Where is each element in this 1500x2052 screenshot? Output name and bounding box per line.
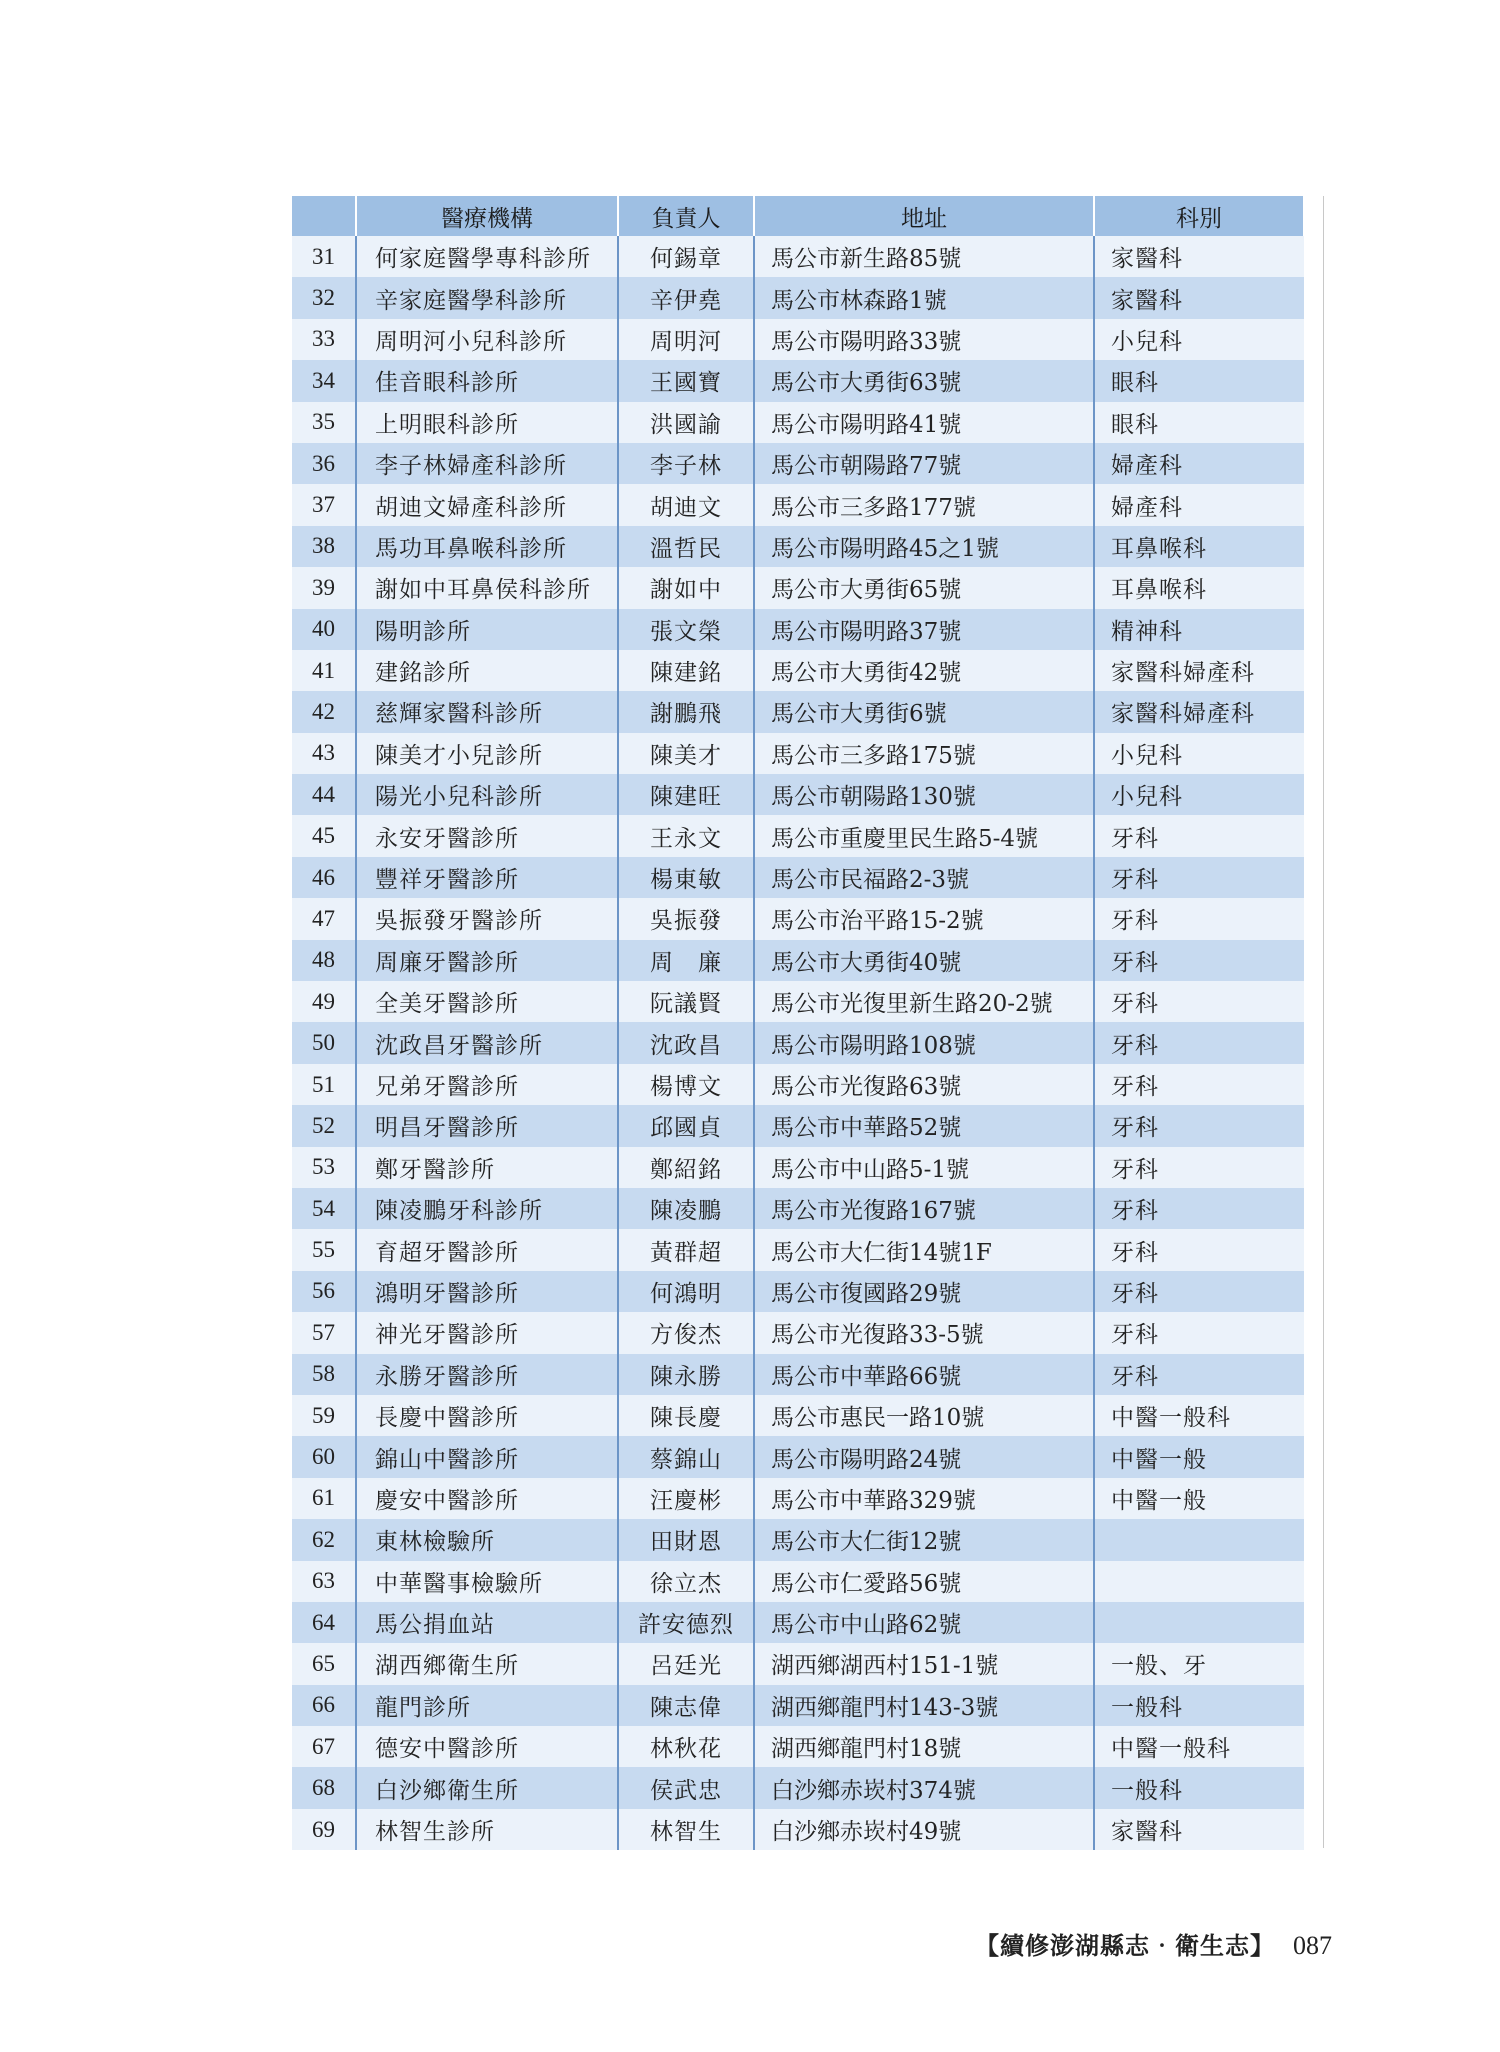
- row-number: 69: [292, 1809, 356, 1850]
- institution-name: 明昌牙醫診所: [356, 1105, 618, 1146]
- row-number: 45: [292, 815, 356, 856]
- institution-name: 育超牙醫診所: [356, 1229, 618, 1270]
- table-row: [292, 1229, 1304, 1270]
- person-in-charge: 張文榮: [618, 609, 754, 650]
- person-in-charge: 謝鵬飛: [618, 691, 754, 732]
- department: 一般科: [1094, 1685, 1304, 1726]
- person-in-charge: 陳志偉: [618, 1685, 754, 1726]
- table-row: [292, 1354, 1304, 1395]
- person-in-charge: 阮議賢: [618, 981, 754, 1022]
- row-number: 51: [292, 1064, 356, 1105]
- table-row: [292, 857, 1304, 898]
- institution-name: 德安中醫診所: [356, 1726, 618, 1767]
- address: 馬公市中華路66號: [754, 1354, 1094, 1395]
- department: 牙科: [1094, 1064, 1304, 1105]
- address: 湖西鄉龍門村18號: [754, 1726, 1094, 1767]
- person-in-charge: 呂廷光: [618, 1643, 754, 1684]
- table-row: [292, 1809, 1304, 1850]
- department: 牙科: [1094, 898, 1304, 939]
- institution-name: 長慶中醫診所: [356, 1395, 618, 1436]
- address: 馬公市林森路1號: [754, 277, 1094, 318]
- row-number: 61: [292, 1478, 356, 1519]
- table-row: [292, 1685, 1304, 1726]
- person-in-charge: 陳凌鵬: [618, 1188, 754, 1229]
- person-in-charge: 洪國諭: [618, 402, 754, 443]
- medical-institutions-table: [292, 196, 1305, 1850]
- person-in-charge: 陳建銘: [618, 650, 754, 691]
- table-row: [292, 1271, 1304, 1312]
- row-number: 63: [292, 1561, 356, 1602]
- person-in-charge: 周明河: [618, 319, 754, 360]
- table-row: [292, 319, 1304, 360]
- person-in-charge: 方俊杰: [618, 1312, 754, 1353]
- address: 馬公市大勇街6號: [754, 691, 1094, 732]
- person-in-charge: 陳建旺: [618, 774, 754, 815]
- department: 一般科: [1094, 1767, 1304, 1808]
- address: 湖西鄉龍門村143-3號: [754, 1685, 1094, 1726]
- department: 牙科: [1094, 1188, 1304, 1229]
- row-number: 67: [292, 1726, 356, 1767]
- row-number: 43: [292, 733, 356, 774]
- row-number: 55: [292, 1229, 356, 1270]
- department: 家醫科: [1094, 277, 1304, 318]
- header-department: 科別: [1094, 196, 1304, 236]
- institution-name: 鄭牙醫診所: [356, 1147, 618, 1188]
- table-header-row: [292, 196, 1304, 236]
- person-in-charge: 徐立杰: [618, 1561, 754, 1602]
- institution-name: 豐祥牙醫診所: [356, 857, 618, 898]
- department: 家醫科婦產科: [1094, 650, 1304, 691]
- institution-name: 永勝牙醫診所: [356, 1354, 618, 1395]
- institution-name: 慶安中醫診所: [356, 1478, 618, 1519]
- address: 馬公市陽明路45之1號: [754, 526, 1094, 567]
- address: 馬公市大勇街40號: [754, 940, 1094, 981]
- address: 白沙鄉赤崁村374號: [754, 1767, 1094, 1808]
- row-number: 46: [292, 857, 356, 898]
- book-title: 【續修澎湖縣志‧衛生志】: [975, 1931, 1275, 1960]
- table-row: [292, 898, 1304, 939]
- row-number: 49: [292, 981, 356, 1022]
- department: 婦產科: [1094, 443, 1304, 484]
- table-row: [292, 1188, 1304, 1229]
- institution-name: 慈輝家醫科診所: [356, 691, 618, 732]
- row-number: 47: [292, 898, 356, 939]
- department: [1094, 1519, 1304, 1560]
- person-in-charge: 蔡錦山: [618, 1436, 754, 1477]
- department: 牙科: [1094, 1312, 1304, 1353]
- person-in-charge: 許安德烈: [618, 1602, 754, 1643]
- person-in-charge: 陳美才: [618, 733, 754, 774]
- department: 牙科: [1094, 857, 1304, 898]
- table-row: [292, 1726, 1304, 1767]
- page-number: 087: [1293, 1931, 1332, 1960]
- address: 馬公市仁愛路56號: [754, 1561, 1094, 1602]
- row-number: 50: [292, 1022, 356, 1063]
- row-number: 33: [292, 319, 356, 360]
- address: 馬公市重慶里民生路5-4號: [754, 815, 1094, 856]
- row-number: 41: [292, 650, 356, 691]
- row-number: 32: [292, 277, 356, 318]
- table-row: [292, 1436, 1304, 1477]
- institution-name: 林智生診所: [356, 1809, 618, 1850]
- address: 馬公市中華路329號: [754, 1478, 1094, 1519]
- row-number: 65: [292, 1643, 356, 1684]
- header-number: [292, 196, 356, 236]
- institution-name: 鴻明牙醫診所: [356, 1271, 618, 1312]
- person-in-charge: 楊東敏: [618, 857, 754, 898]
- person-in-charge: 胡迪文: [618, 484, 754, 525]
- page-footer: [975, 1926, 1332, 1961]
- department: 牙科: [1094, 981, 1304, 1022]
- address: 馬公市光復里新生路20-2號: [754, 981, 1094, 1022]
- department: 小兒科: [1094, 733, 1304, 774]
- department: 眼科: [1094, 360, 1304, 401]
- row-number: 58: [292, 1354, 356, 1395]
- institution-name: 陽光小兒科診所: [356, 774, 618, 815]
- department: [1094, 1561, 1304, 1602]
- institution-name: 辛家庭醫學科診所: [356, 277, 618, 318]
- institution-name: 全美牙醫診所: [356, 981, 618, 1022]
- address: 馬公市中華路52號: [754, 1105, 1094, 1146]
- row-number: 34: [292, 360, 356, 401]
- row-number: 53: [292, 1147, 356, 1188]
- address: 馬公市民福路2-3號: [754, 857, 1094, 898]
- address: 馬公市三多路175號: [754, 733, 1094, 774]
- institution-name: 龍門診所: [356, 1685, 618, 1726]
- row-number: 44: [292, 774, 356, 815]
- department: 小兒科: [1094, 774, 1304, 815]
- person-in-charge: 汪慶彬: [618, 1478, 754, 1519]
- table-row: [292, 1022, 1304, 1063]
- institution-name: 陽明診所: [356, 609, 618, 650]
- row-number: 59: [292, 1395, 356, 1436]
- row-number: 39: [292, 567, 356, 608]
- institution-name: 何家庭醫學專科診所: [356, 236, 618, 277]
- table-row: [292, 733, 1304, 774]
- address: 馬公市陽明路33號: [754, 319, 1094, 360]
- row-number: 68: [292, 1767, 356, 1808]
- row-number: 52: [292, 1105, 356, 1146]
- department: [1094, 1602, 1304, 1643]
- institution-name: 白沙鄉衛生所: [356, 1767, 618, 1808]
- address: 馬公市大勇街42號: [754, 650, 1094, 691]
- address: 馬公市光復路167號: [754, 1188, 1094, 1229]
- row-number: 38: [292, 526, 356, 567]
- address: 馬公市中山路62號: [754, 1602, 1094, 1643]
- address: 馬公市朝陽路130號: [754, 774, 1094, 815]
- institution-name: 上明眼科診所: [356, 402, 618, 443]
- table-row: [292, 1312, 1304, 1353]
- table-row: [292, 1395, 1304, 1436]
- institution-name: 陳凌鵬牙科診所: [356, 1188, 618, 1229]
- person-in-charge: 鄭紹銘: [618, 1147, 754, 1188]
- row-number: 42: [292, 691, 356, 732]
- table-row: [292, 526, 1304, 567]
- department: 牙科: [1094, 940, 1304, 981]
- person-in-charge: 李子林: [618, 443, 754, 484]
- department: 家醫科: [1094, 1809, 1304, 1850]
- institution-name: 沈政昌牙醫診所: [356, 1022, 618, 1063]
- institution-name: 周明河小兒科診所: [356, 319, 618, 360]
- institution-name: 中華醫事檢驗所: [356, 1561, 618, 1602]
- table-row: [292, 815, 1304, 856]
- table-row: [292, 650, 1304, 691]
- department: 牙科: [1094, 815, 1304, 856]
- address: 馬公市陽明路24號: [754, 1436, 1094, 1477]
- table-row: [292, 360, 1304, 401]
- header-institution: 醫療機構: [356, 196, 618, 236]
- table-body: [292, 236, 1304, 1850]
- department: 小兒科: [1094, 319, 1304, 360]
- table-row: [292, 567, 1304, 608]
- address: 馬公市陽明路37號: [754, 609, 1094, 650]
- row-number: 40: [292, 609, 356, 650]
- department: 眼科: [1094, 402, 1304, 443]
- person-in-charge: 何錫章: [618, 236, 754, 277]
- person-in-charge: 辛伊堯: [618, 277, 754, 318]
- person-in-charge: 林智生: [618, 1809, 754, 1850]
- address: 湖西鄉湖西村151-1號: [754, 1643, 1094, 1684]
- table-row: [292, 1643, 1304, 1684]
- person-in-charge: 楊博文: [618, 1064, 754, 1105]
- address: 馬公市中山路5-1號: [754, 1147, 1094, 1188]
- table-row: [292, 443, 1304, 484]
- address: 馬公市朝陽路77號: [754, 443, 1094, 484]
- row-number: 62: [292, 1519, 356, 1560]
- address: 馬公市大勇街63號: [754, 360, 1094, 401]
- person-in-charge: 吳振發: [618, 898, 754, 939]
- institution-name: 東林檢驗所: [356, 1519, 618, 1560]
- table-row: [292, 277, 1304, 318]
- table-row: [292, 1064, 1304, 1105]
- department: 牙科: [1094, 1022, 1304, 1063]
- row-number: 54: [292, 1188, 356, 1229]
- table-row: [292, 484, 1304, 525]
- table-row: [292, 609, 1304, 650]
- person-in-charge: 陳永勝: [618, 1354, 754, 1395]
- table-row: [292, 981, 1304, 1022]
- institution-name: 胡迪文婦產科診所: [356, 484, 618, 525]
- table-row: [292, 774, 1304, 815]
- address: 馬公市陽明路108號: [754, 1022, 1094, 1063]
- address: 馬公市大勇街65號: [754, 567, 1094, 608]
- institution-name: 兄弟牙醫診所: [356, 1064, 618, 1105]
- table-row: [292, 1147, 1304, 1188]
- address: 馬公市光復路63號: [754, 1064, 1094, 1105]
- department: 耳鼻喉科: [1094, 526, 1304, 567]
- row-number: 64: [292, 1602, 356, 1643]
- department: 中醫一般: [1094, 1478, 1304, 1519]
- header-person-in-charge: 負責人: [618, 196, 754, 236]
- department: 一般、牙: [1094, 1643, 1304, 1684]
- institution-name: 吳振發牙醫診所: [356, 898, 618, 939]
- institution-name: 謝如中耳鼻侯科診所: [356, 567, 618, 608]
- person-in-charge: 周 廉: [618, 940, 754, 981]
- row-number: 35: [292, 402, 356, 443]
- department: 中醫一般: [1094, 1436, 1304, 1477]
- institution-name: 佳音眼科診所: [356, 360, 618, 401]
- person-in-charge: 侯武忠: [618, 1767, 754, 1808]
- address: 馬公市復國路29號: [754, 1271, 1094, 1312]
- address: 馬公市治平路15-2號: [754, 898, 1094, 939]
- row-number: 56: [292, 1271, 356, 1312]
- department: 牙科: [1094, 1105, 1304, 1146]
- address: 馬公市光復路33-5號: [754, 1312, 1094, 1353]
- person-in-charge: 沈政昌: [618, 1022, 754, 1063]
- department: 牙科: [1094, 1147, 1304, 1188]
- row-number: 31: [292, 236, 356, 277]
- person-in-charge: 王永文: [618, 815, 754, 856]
- address: 馬公市大仁街12號: [754, 1519, 1094, 1560]
- person-in-charge: 溫哲民: [618, 526, 754, 567]
- institution-name: 馬公捐血站: [356, 1602, 618, 1643]
- table-row: [292, 1478, 1304, 1519]
- person-in-charge: 謝如中: [618, 567, 754, 608]
- person-in-charge: 田財恩: [618, 1519, 754, 1560]
- table-row: [292, 1561, 1304, 1602]
- address: 馬公市惠民一路10號: [754, 1395, 1094, 1436]
- department: 中醫一般科: [1094, 1395, 1304, 1436]
- address: 馬公市陽明路41號: [754, 402, 1094, 443]
- row-number: 36: [292, 443, 356, 484]
- person-in-charge: 王國寶: [618, 360, 754, 401]
- table-row: [292, 1519, 1304, 1560]
- institution-name: 神光牙醫診所: [356, 1312, 618, 1353]
- department: 牙科: [1094, 1229, 1304, 1270]
- person-in-charge: 林秋花: [618, 1726, 754, 1767]
- address: 馬公市三多路177號: [754, 484, 1094, 525]
- institution-name: 建銘診所: [356, 650, 618, 691]
- department: 耳鼻喉科: [1094, 567, 1304, 608]
- table-row: [292, 691, 1304, 732]
- person-in-charge: 陳長慶: [618, 1395, 754, 1436]
- table-row: [292, 1105, 1304, 1146]
- row-number: 60: [292, 1436, 356, 1477]
- person-in-charge: 邱國貞: [618, 1105, 754, 1146]
- person-in-charge: 何鴻明: [618, 1271, 754, 1312]
- department: 牙科: [1094, 1354, 1304, 1395]
- institution-name: 馬功耳鼻喉科診所: [356, 526, 618, 567]
- row-number: 37: [292, 484, 356, 525]
- row-number: 48: [292, 940, 356, 981]
- address: 白沙鄉赤崁村49號: [754, 1809, 1094, 1850]
- table-row: [292, 940, 1304, 981]
- table-row: [292, 236, 1304, 277]
- table-row: [292, 1767, 1304, 1808]
- department: 家醫科婦產科: [1094, 691, 1304, 732]
- department: 牙科: [1094, 1271, 1304, 1312]
- table-row: [292, 402, 1304, 443]
- institution-name: 湖西鄉衛生所: [356, 1643, 618, 1684]
- institution-name: 錦山中醫診所: [356, 1436, 618, 1477]
- address: 馬公市大仁街14號1F: [754, 1229, 1094, 1270]
- department: 精神科: [1094, 609, 1304, 650]
- header-address: 地址: [754, 196, 1094, 236]
- address: 馬公市新生路85號: [754, 236, 1094, 277]
- department: 婦產科: [1094, 484, 1304, 525]
- institution-name: 永安牙醫診所: [356, 815, 618, 856]
- institution-name: 李子林婦產科診所: [356, 443, 618, 484]
- row-number: 57: [292, 1312, 356, 1353]
- department: 中醫一般科: [1094, 1726, 1304, 1767]
- institution-name: 陳美才小兒診所: [356, 733, 618, 774]
- institution-name: 周廉牙醫診所: [356, 940, 618, 981]
- department: 家醫科: [1094, 236, 1304, 277]
- table-row: [292, 1602, 1304, 1643]
- page-edge-rule: [1323, 196, 1324, 1848]
- row-number: 66: [292, 1685, 356, 1726]
- person-in-charge: 黃群超: [618, 1229, 754, 1270]
